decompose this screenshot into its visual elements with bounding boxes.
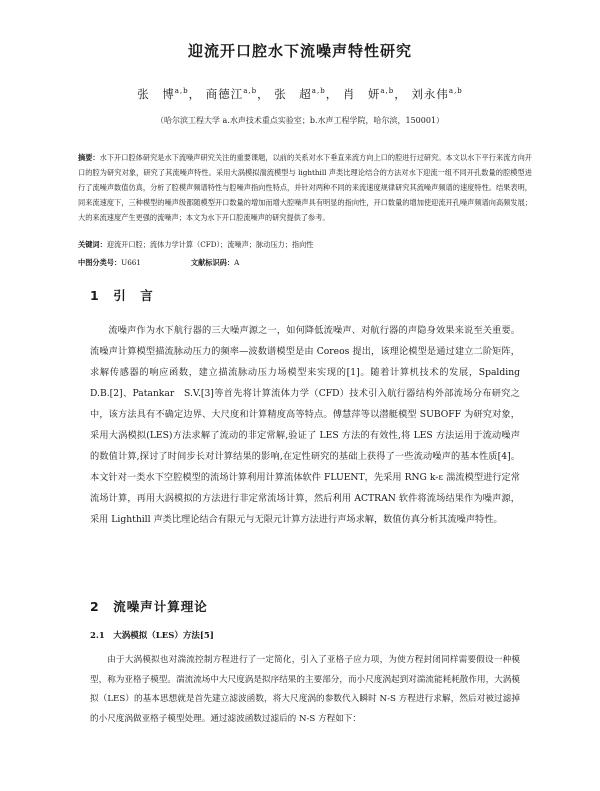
- keywords-label: 关键词：: [78, 240, 107, 249]
- author-name: 肖 妍: [342, 87, 381, 101]
- author-affil-mark: a,b: [448, 87, 463, 96]
- section-heading: 1 引 言: [90, 288, 154, 303]
- abstract-text: 水下开口腔体研究是水下流噪声研究关注的重要课题，以前的关系对水下垂直来流方向上口的腔进行过研究。本文以水下平行来流方向开口的腔为研究对象，研究了其流噪声特性。采用大涡模拟湍流模型与 lighthill 声类比理论结合的方法对水下迎流一组不同开孔数量的腔模型进行了流噪声数值仿真，分析了腔模声频谱特性与腔噪声指向性特点，并针对两种不同的来流速度规律研究其流噪声频谱的速度特性。结果表明，同来流速度下，三种模型的噪声级都随模型开口数量的增加而增大腔噪声具有明显的指向性，开口数量的增加使迎流开孔噪声频谱向高频发展；大的来流速度产生更强的流噪声；本文为水下开口腔流噪声的研究提供了参考。: [78, 153, 532, 222]
- affiliation: （哈尔滨工程大学 a.水声技术重点实验室；b.水声工程学院，哈尔滨，150001）: [155, 116, 445, 125]
- classification-line: [78, 258, 532, 268]
- cls-label: 中图分类号：: [78, 258, 122, 267]
- paper-title: 迎流开口腔水下流噪声特性研究: [187, 42, 412, 60]
- doc-code-value: A: [234, 258, 240, 267]
- abstract-label: 摘要：: [78, 153, 100, 162]
- author-affil-mark: a,b: [174, 87, 189, 96]
- author-affil-mark: a,b: [311, 87, 326, 96]
- abstract: [78, 150, 532, 225]
- author-line: 张 博$^{a,b}$， 商德江$^{a,b}$， 张 超$^{a,b}$， 肖 妍$^{a,b}$， 刘永伟$^{a,b}$: [137, 87, 463, 101]
- author-name: 商德江: [205, 87, 244, 101]
- subsection-heading: 2.1 大涡模拟（LES）方法[5]: [90, 631, 214, 641]
- author-affil-mark: a,b: [243, 87, 258, 96]
- author-name: 张 博: [137, 87, 175, 101]
- author-name: 张 超: [274, 87, 312, 101]
- author-name: 刘永伟: [411, 87, 449, 101]
- cls-value: U661: [121, 258, 141, 267]
- keywords: [78, 240, 532, 250]
- author-affil-mark: a,b: [380, 87, 395, 96]
- doc-code-label: 文献标识码：: [190, 258, 235, 267]
- section-paragraph: 由于大涡模拟也对湍流控制方程进行了一定简化，引入了亚格子应力项，为使方程封闭同样需要假设一种模型，称为亚格子模型。湍流流场中大尺度涡是拟序结果的主要部分，而小尺度涡起到对湍流能耗耗散作用，大涡模拟（LES）的基本思想就是首先建立滤波函数，将大尺度涡的参数代入瞬时 N-S 方程进行求解，然后对被过滤掉的小尺度涡做亚格子模型处理。通过滤波函数过滤后的 N-S 方程如下：: [90, 655, 520, 724]
- section-paragraph: 流噪声作为水下航行器的三大噪声源之一，如何降低流噪声、对航行器的声隐身效果来说至关重要。流噪声计算模型描流脉动压力的频率—波数谱模型是由 Coreos 提出，该理论模型是通过建立二阶矩阵，求解传感器的响应函数，建立描流脉动压力场模型来实现的[1]。随着计算机技术的发展，Spalding D.B.[2]、Patankar S.V.[3]等首先将计算流体力学（CFD）技术引入航行器结构外部流场分布研究之中，该方法具有不确定边界、大尺度和计算精度高等特点。傅慧萍等以潜艇模型 SUBOFF 为研究对象，采用大涡模拟(LES)方法求解了流动的非定常解,验证了 LES 方法的有效性,将 LES 方法运用于流动噪声的数值计算,探讨了时间步长对计算结果的影响,在定性研究的基础上获得了一些流动噪声的基本性质[4]。本文针对一类水下空腔模型的流场计算利用计算流体软件 FLUENT，先采用 RNG k-ε 湍流模型进行定常流场计算，再用大涡模拟的方法进行非定常流场计算，然后利用 ACTRAN 软件将流场结果作为噪声源，采用 Lighthill 声类比理论结合有限元与无限元计算方法进行声场求解，数值仿真分析其流噪声特性。: [90, 325, 530, 525]
- section-heading: 2 流噪声计算理论: [90, 599, 208, 614]
- keywords-text: 迎流开口腔；流体力学计算（CFD）；流噪声；脉动压力；指向性: [106, 240, 314, 249]
